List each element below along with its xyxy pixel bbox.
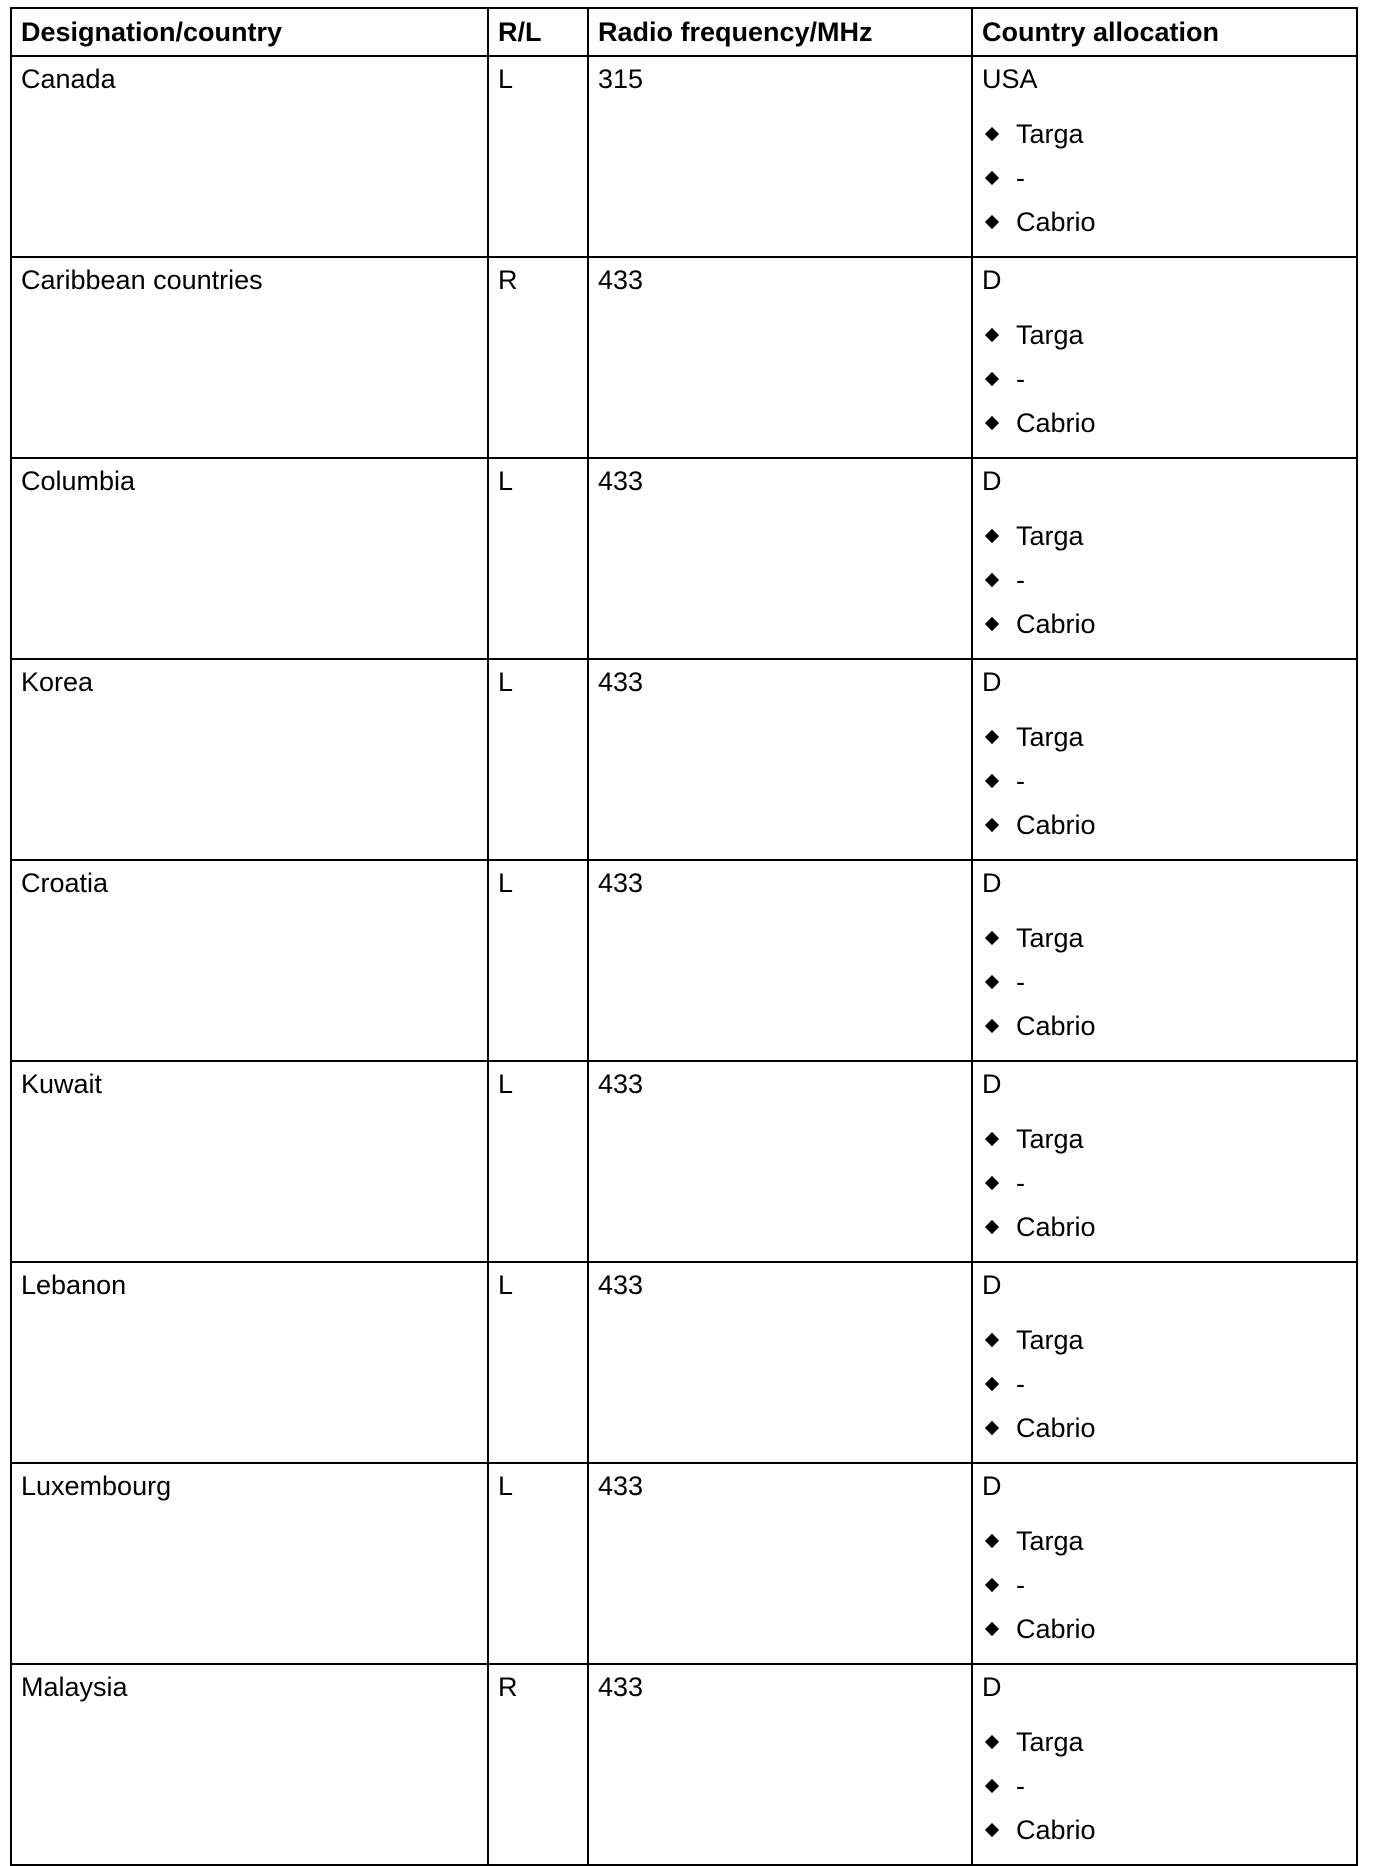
allocation-cell: [972, 860, 1357, 1061]
diamond-bullet-icon: [985, 931, 999, 945]
allocation-region: D: [982, 1069, 1002, 1099]
variant-list-item: [982, 803, 1347, 847]
allocation-cell: [972, 56, 1357, 257]
variant-list-item: [982, 715, 1347, 759]
variant-label: -: [1016, 364, 1025, 394]
frequency-cell: 433: [588, 257, 972, 458]
variant-label: Targa: [1016, 1325, 1084, 1355]
variant-label: Targa: [1016, 119, 1084, 149]
variant-label: Cabrio: [1016, 1212, 1096, 1242]
table-row: [11, 659, 1357, 860]
variant-list: [982, 514, 1347, 646]
table-body: [11, 56, 1357, 1865]
diamond-bullet-icon: [985, 730, 999, 744]
allocation-region: USA: [982, 64, 1038, 94]
country-cell: Luxembourg: [11, 1463, 488, 1664]
rl-cell: L: [488, 1061, 588, 1262]
variant-label: -: [1016, 1168, 1025, 1198]
variant-list-item: [982, 1161, 1347, 1205]
variant-label: Cabrio: [1016, 1815, 1096, 1845]
header-radio-frequency: Radio frequency/MHz: [588, 8, 972, 56]
allocation-cell: [972, 1463, 1357, 1664]
diamond-bullet-icon: [985, 529, 999, 543]
allocation-cell: [972, 257, 1357, 458]
variant-label: Targa: [1016, 1124, 1084, 1154]
diamond-bullet-icon: [985, 1421, 999, 1435]
variant-list-item: [982, 1362, 1347, 1406]
table-row: [11, 56, 1357, 257]
variant-list-item: [982, 112, 1347, 156]
rl-cell: L: [488, 860, 588, 1061]
frequency-cell: 433: [588, 860, 972, 1061]
table-row: [11, 860, 1357, 1061]
diamond-bullet-icon: [985, 1176, 999, 1190]
frequency-cell: 433: [588, 1664, 972, 1865]
diamond-bullet-icon: [985, 573, 999, 587]
diamond-bullet-icon: [985, 328, 999, 342]
allocation-cell: [972, 1061, 1357, 1262]
variant-label: Targa: [1016, 521, 1084, 551]
allocation-cell: [972, 659, 1357, 860]
variant-label: Cabrio: [1016, 1011, 1096, 1041]
allocation-cell: [972, 1664, 1357, 1865]
table-row: [11, 1463, 1357, 1664]
allocation-cell: [972, 458, 1357, 659]
variant-list-item: [982, 1563, 1347, 1607]
variant-label: -: [1016, 1771, 1025, 1801]
diamond-bullet-icon: [985, 1578, 999, 1592]
country-cell: Columbia: [11, 458, 488, 659]
frequency-cell: 433: [588, 458, 972, 659]
header-country-allocation: Country allocation: [972, 8, 1357, 56]
frequency-cell: 433: [588, 659, 972, 860]
variant-label: Cabrio: [1016, 408, 1096, 438]
country-frequency-table: [10, 7, 1358, 1866]
allocation-cell: [972, 1262, 1357, 1463]
frequency-cell: 315: [588, 56, 972, 257]
variant-label: Cabrio: [1016, 207, 1096, 237]
variant-list: [982, 916, 1347, 1048]
variant-list-item: [982, 514, 1347, 558]
rl-cell: R: [488, 257, 588, 458]
rl-cell: R: [488, 1664, 588, 1865]
frequency-cell: 433: [588, 1463, 972, 1664]
variant-label: -: [1016, 163, 1025, 193]
variant-label: Cabrio: [1016, 1614, 1096, 1644]
variant-list-item: [982, 1720, 1347, 1764]
variant-list: [982, 1117, 1347, 1249]
variant-label: Targa: [1016, 722, 1084, 752]
header-row: [11, 8, 1357, 56]
variant-list-item: [982, 960, 1347, 1004]
allocation-region: D: [982, 667, 1002, 697]
allocation-region: D: [982, 1270, 1002, 1300]
variant-list-item: [982, 1607, 1347, 1651]
rl-cell: L: [488, 659, 588, 860]
variant-list-item: [982, 1519, 1347, 1563]
variant-list-item: [982, 200, 1347, 244]
diamond-bullet-icon: [985, 215, 999, 229]
diamond-bullet-icon: [985, 1132, 999, 1146]
variant-label: Targa: [1016, 320, 1084, 350]
diamond-bullet-icon: [985, 818, 999, 832]
table-row: [11, 1061, 1357, 1262]
variant-list-item: [982, 1117, 1347, 1161]
variant-list: [982, 715, 1347, 847]
variant-list-item: [982, 1808, 1347, 1852]
country-cell: Malaysia: [11, 1664, 488, 1865]
variant-list-item: [982, 1318, 1347, 1362]
variant-label: -: [1016, 967, 1025, 997]
diamond-bullet-icon: [985, 617, 999, 631]
variant-list-item: [982, 602, 1347, 646]
frequency-cell: 433: [588, 1061, 972, 1262]
allocation-region: D: [982, 868, 1002, 898]
variant-label: Targa: [1016, 1727, 1084, 1757]
country-cell: Kuwait: [11, 1061, 488, 1262]
variant-label: -: [1016, 766, 1025, 796]
rl-cell: L: [488, 56, 588, 257]
frequency-cell: 433: [588, 1262, 972, 1463]
variant-list: [982, 112, 1347, 244]
table-row: [11, 1664, 1357, 1865]
country-cell: Croatia: [11, 860, 488, 1061]
diamond-bullet-icon: [985, 416, 999, 430]
diamond-bullet-icon: [985, 1019, 999, 1033]
variant-list-item: [982, 401, 1347, 445]
variant-label: -: [1016, 1570, 1025, 1600]
diamond-bullet-icon: [985, 127, 999, 141]
rl-cell: L: [488, 1463, 588, 1664]
variant-list: [982, 1720, 1347, 1852]
variant-list-item: [982, 357, 1347, 401]
rl-cell: L: [488, 458, 588, 659]
variant-label: Cabrio: [1016, 1413, 1096, 1443]
diamond-bullet-icon: [985, 774, 999, 788]
diamond-bullet-icon: [985, 975, 999, 989]
variant-label: Cabrio: [1016, 810, 1096, 840]
variant-label: Targa: [1016, 1526, 1084, 1556]
header-designation-country: Designation/country: [11, 8, 488, 56]
diamond-bullet-icon: [985, 1333, 999, 1347]
allocation-region: D: [982, 1672, 1002, 1702]
country-cell: Canada: [11, 56, 488, 257]
diamond-bullet-icon: [985, 1377, 999, 1391]
variant-list-item: [982, 313, 1347, 357]
diamond-bullet-icon: [985, 1534, 999, 1548]
table-row: [11, 1262, 1357, 1463]
variant-list: [982, 313, 1347, 445]
variant-label: -: [1016, 1369, 1025, 1399]
variant-list: [982, 1318, 1347, 1450]
variant-list-item: [982, 1205, 1347, 1249]
variant-list-item: [982, 759, 1347, 803]
country-cell: Caribbean countries: [11, 257, 488, 458]
variant-list-item: [982, 1004, 1347, 1048]
table-row: [11, 458, 1357, 659]
variant-list-item: [982, 916, 1347, 960]
variant-list-item: [982, 156, 1347, 200]
diamond-bullet-icon: [985, 1220, 999, 1234]
country-cell: Korea: [11, 659, 488, 860]
diamond-bullet-icon: [985, 1622, 999, 1636]
variant-list-item: [982, 1406, 1347, 1450]
diamond-bullet-icon: [985, 372, 999, 386]
variant-label: Cabrio: [1016, 609, 1096, 639]
variant-list: [982, 1519, 1347, 1651]
allocation-region: D: [982, 466, 1002, 496]
variant-list-item: [982, 1764, 1347, 1808]
diamond-bullet-icon: [985, 1823, 999, 1837]
diamond-bullet-icon: [985, 1779, 999, 1793]
table-row: [11, 257, 1357, 458]
variant-label: Targa: [1016, 923, 1084, 953]
diamond-bullet-icon: [985, 171, 999, 185]
rl-cell: L: [488, 1262, 588, 1463]
allocation-region: D: [982, 265, 1002, 295]
country-cell: Lebanon: [11, 1262, 488, 1463]
variant-label: -: [1016, 565, 1025, 595]
allocation-region: D: [982, 1471, 1002, 1501]
variant-list-item: [982, 558, 1347, 602]
diamond-bullet-icon: [985, 1735, 999, 1749]
table-header: [11, 8, 1357, 56]
header-rl: R/L: [488, 8, 588, 56]
